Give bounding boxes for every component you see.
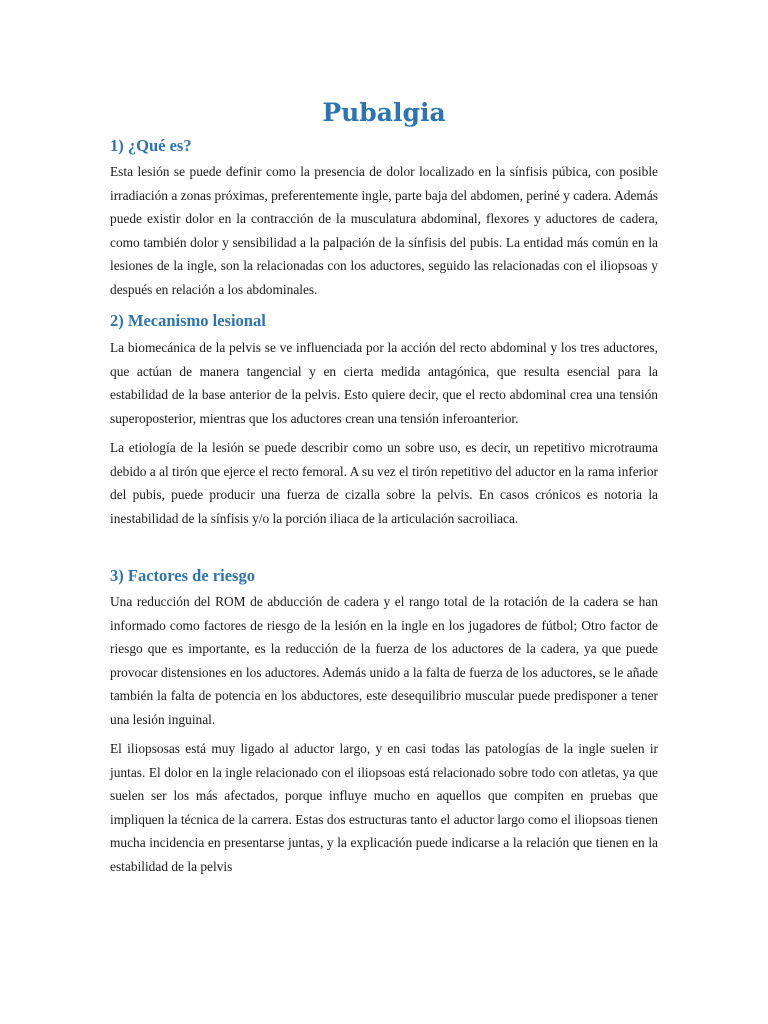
section-heading-factores-de-riesgo: 3) Factores de riesgo [110,566,255,585]
paragraph-iliopsoas: El iliopsosas está muy ligado al aductor largo, y en casi todas las patologías de la ingle suelen ir juntas. El dolor en la ingle relacionado con el iliopsoas está relacionado sobre todo con atletas, ya que suelen ser los más afectados, porque influye mucho en aquellos que compiten en pruebas que impliquen la técnica de la carrera. Estas dos estructuras tanto el aductor largo como el iliopsoas tienen mucha incidencia en presentarse juntas, y la explicación puede indicarse a la relación que tienen en la estabilidad de la pelvis [110,741,658,874]
section-heading-que-es: 1) ¿Qué es? [110,136,192,155]
paragraph-reduccion-rom: Una reducción del ROM de abducción de cadera y el rango total de la rotación de la cadera se han informado como factores de riesgo de la lesión en la ingle en los jugadores de fútbol; Otro factor de riesgo que es importante, es la reducción de la fuerza de los aductores de la cadera, ya que puede provocar distensiones en los aductores. Además unido a la falta de fuerza de los aductores, se le añade también la falta de potencia en los abductores, este desequilibrio muscular puede predisponer a tener una lesión inguinal. [110,594,658,727]
paragraph-definition: Esta lesión se puede definir como la presencia de dolor localizado en la sínfisis púbica, con posible irradiación a zonas próximas, preferentemente ingle, parte baja del abdomen, periné y cadera. Además puede existir dolor en la contracción de la musculatura abdominal, flexores y aductores de cadera, como también dolor y sensibilidad a la palpación de la sínfisis del pubis. La entidad más común en la lesiones de la ingle, son la relacionadas con los aductores, seguido las relacionadas con el iliopsoas y después en relación a los abdominales. [110,164,658,297]
paragraph-biomecanica: La biomecánica de la pelvis se ve influenciada por la acción del recto abdominal y los tres aductores, que actúan de manera tangencial y en cierta medida antagónica, que resulta esencial para la estabilidad de la base anterior de la pelvis. Esto quiere decir, que el recto abdominal crea una tensión superoposterior, mientras que los aductores crean una tensión inferoanterior. [110,340,658,426]
paragraph-etiologia: La etiología de la lesión se puede describir como un sobre uso, es decir, un repetitivo microtrauma debido a al tirón que ejerce el recto femoral. A su vez el tirón repetitivo del aductor en la rama inferior del pubis, puede producir una fuerza de cizalla sobre la pelvis. En casos crónicos es notoria la inestabilidad de la sínfisis y/o la porción iliaca de la articulación sacroiliaca. [110,440,658,526]
section-heading-mecanismo-lesional: 2) Mecanismo lesional [110,311,266,330]
document-title: Pubalgia [322,98,446,127]
